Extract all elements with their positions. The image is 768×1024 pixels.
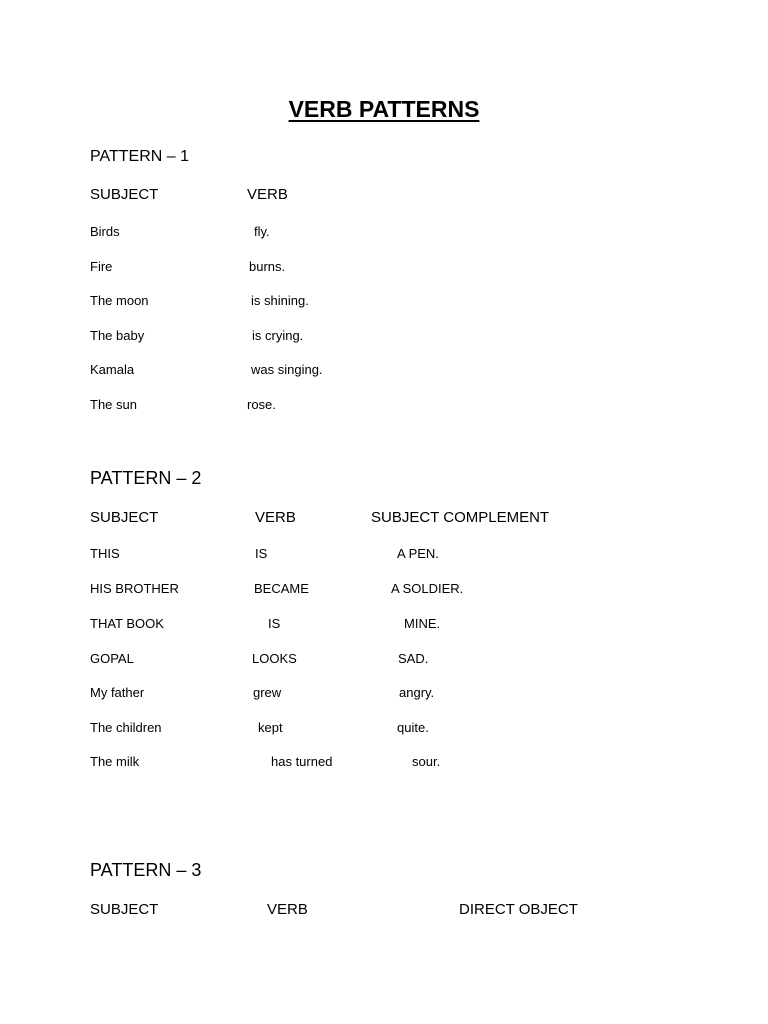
subject-cell: THIS — [90, 546, 120, 561]
verb-cell: kept — [258, 720, 283, 735]
pattern-2-row — [0, 720, 768, 740]
subject-cell: Birds — [90, 224, 120, 239]
verb-cell: rose. — [247, 397, 276, 412]
subject-cell: The milk — [90, 754, 140, 769]
complement-cell: angry. — [399, 685, 435, 700]
verb-cell: is shining. — [251, 293, 309, 308]
pattern-1-header-row — [0, 186, 768, 206]
complement-cell: A PEN. — [397, 546, 439, 561]
verb-cell: IS — [255, 546, 268, 561]
verb-cell: BECAME — [254, 581, 309, 596]
subject-cell: The moon — [90, 293, 149, 308]
subject-cell: Kamala — [90, 362, 135, 377]
pattern-2-row — [0, 616, 768, 636]
subject-cell: The children — [90, 720, 162, 735]
header-subject: SUBJECT — [90, 509, 159, 526]
subject-cell: THAT BOOK — [90, 616, 164, 631]
pattern-1-row — [0, 293, 768, 313]
pattern-3-header-row — [0, 901, 768, 921]
header-subject-complement: SUBJECT COMPLEMENT — [371, 509, 550, 526]
pattern-1-row — [0, 328, 768, 348]
verb-cell: is crying. — [252, 328, 304, 343]
verb-cell: LOOKS — [252, 651, 297, 666]
verb-cell: was singing. — [251, 362, 323, 377]
complement-cell: sour. — [412, 754, 441, 769]
pattern-2-row — [0, 754, 768, 774]
pattern-1-row — [0, 362, 768, 382]
pattern-2-row — [0, 581, 768, 601]
pattern-1-row — [0, 259, 768, 279]
subject-cell: GOPAL — [90, 651, 134, 666]
pattern-1-heading: PATTERN – 1 — [90, 148, 189, 165]
subject-cell: HIS BROTHER — [90, 581, 179, 596]
complement-cell: MINE. — [404, 616, 441, 631]
complement-cell: SAD. — [398, 651, 429, 666]
pattern-1-row — [0, 397, 768, 417]
pattern-2-heading: PATTERN – 2 — [90, 468, 202, 488]
pattern-2-header-row — [0, 509, 768, 529]
header-direct-object: DIRECT OBJECT — [459, 901, 578, 918]
header-verb: VERB — [255, 509, 296, 526]
verb-cell: has turned — [271, 754, 333, 769]
verb-cell: IS — [268, 616, 281, 631]
header-verb: VERB — [247, 186, 288, 203]
complement-cell: quite. — [397, 720, 429, 735]
complement-cell: A SOLDIER. — [391, 581, 464, 596]
subject-cell: Fire — [90, 259, 113, 274]
pattern-3-heading: PATTERN – 3 — [90, 860, 202, 880]
verb-cell: grew — [253, 685, 282, 700]
pattern-1-row — [0, 224, 768, 244]
verb-cell: fly. — [254, 224, 270, 239]
subject-cell: My father — [90, 685, 145, 700]
header-subject: SUBJECT — [90, 901, 159, 918]
verb-cell: burns. — [249, 259, 286, 274]
subject-cell: The sun — [90, 397, 137, 412]
pattern-2-row — [0, 546, 768, 566]
header-verb: VERB — [267, 901, 308, 918]
header-subject: SUBJECT — [90, 186, 159, 203]
page-title: VERB PATTERNS — [288, 96, 480, 122]
subject-cell: The baby — [90, 328, 145, 343]
pattern-2-row — [0, 685, 768, 705]
pattern-2-row — [0, 651, 768, 671]
